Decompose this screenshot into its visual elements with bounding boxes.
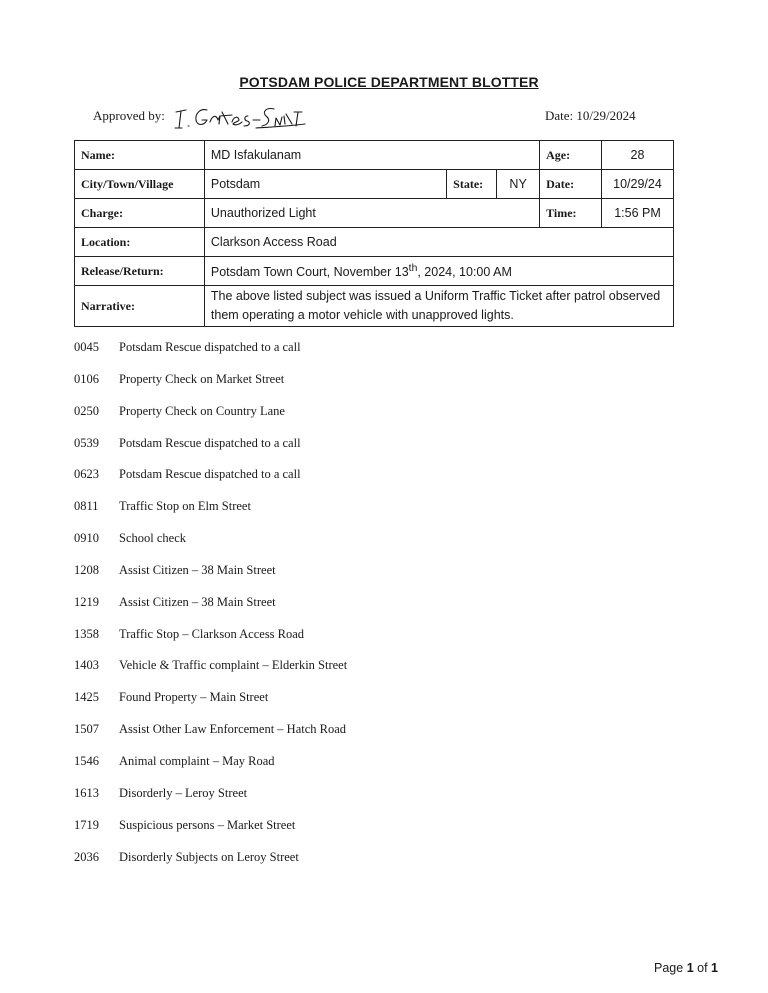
charge-row: [75, 199, 674, 228]
log-description: Assist Other Law Enforcement – Hatch Road: [119, 722, 347, 737]
log-time: 0623: [74, 467, 99, 482]
state-label: State:: [447, 170, 497, 199]
log-entry: [74, 372, 347, 404]
log-entry: [74, 786, 347, 818]
date-value: 10/29/24: [602, 170, 674, 199]
approved-by-label: Approved by:: [93, 108, 165, 123]
log-time: 1546: [74, 753, 99, 768]
state-value: NY: [497, 170, 540, 199]
log-time: 0106: [74, 371, 99, 386]
log-entry: [74, 436, 347, 468]
log-description: Found Property – Main Street: [119, 690, 269, 705]
log-time: 0250: [74, 403, 99, 418]
narrative-row: [75, 286, 674, 327]
log-entry: [74, 722, 347, 754]
charge-label: Charge:: [75, 199, 205, 228]
log-time: 0910: [74, 531, 99, 546]
log-time: 2036: [74, 849, 99, 864]
log-description: Suspicious persons – Market Street: [119, 817, 296, 832]
location-value: Clarkson Access Road: [204, 228, 673, 257]
name-value: MD Isfakulanam: [204, 141, 539, 170]
release-text-end: , 2024, 10:00 AM: [417, 265, 512, 280]
log-entry: [74, 658, 347, 690]
log-entry: [74, 340, 347, 372]
log-description: Disorderly Subjects on Leroy Street: [119, 849, 299, 864]
log-time: 1719: [74, 817, 99, 832]
log-time: 1358: [74, 626, 99, 641]
log-description: Traffic Stop on Elm Street: [119, 499, 251, 514]
log-entry: [74, 627, 347, 659]
release-text: Potsdam Town Court, November 13: [210, 265, 409, 280]
city-value: Potsdam: [204, 170, 446, 199]
time-value: 1:56 PM: [602, 199, 674, 228]
log-description: Traffic Stop – Clarkson Access Road: [119, 626, 305, 641]
log-time: 1403: [74, 658, 99, 673]
time-label: Time:: [540, 199, 602, 228]
log-description: Potsdam Rescue dispatched to a call: [119, 340, 301, 354]
log-entry: [74, 467, 347, 499]
location-label: Location:: [75, 228, 205, 257]
log-entry: [74, 850, 347, 882]
log-description: Vehicle & Traffic complaint – Elderkin Street: [119, 658, 348, 673]
approver-signature: [172, 102, 307, 137]
report-date: Date: 10/29/2024: [545, 108, 636, 123]
charge-value: Unauthorized Light: [204, 199, 539, 228]
blotter-log: [74, 340, 347, 881]
log-time: 0539: [74, 435, 99, 450]
release-row: [75, 257, 674, 286]
log-time: 0045: [74, 340, 99, 354]
release-ordinal: th: [408, 262, 418, 274]
page-number: 1: [686, 961, 694, 975]
narrative-label: Narrative:: [75, 286, 205, 327]
location-row: [75, 228, 674, 257]
log-entry: [74, 818, 347, 850]
log-description: Potsdam Rescue dispatched to a call: [119, 467, 301, 482]
log-description: School check: [119, 531, 186, 546]
narrative-value: The above listed subject was issued a Uniform Traffic Ticket after patrol observed them operating a motor vehicle with unapproved lights.: [204, 286, 673, 327]
page-total: 1: [711, 961, 718, 975]
page-footer: [654, 961, 718, 975]
log-description: Disorderly – Leroy Street: [119, 785, 248, 800]
log-time: 1507: [74, 722, 99, 737]
log-description: Animal complaint – May Road: [119, 753, 275, 768]
log-description: Assist Citizen – 38 Main Street: [119, 594, 276, 609]
log-entry: [74, 563, 347, 595]
of-word: of: [697, 961, 708, 975]
age-label: Age:: [540, 141, 602, 170]
log-entry: [74, 531, 347, 563]
log-entry: [74, 754, 347, 786]
city-label: City/Town/Village: [75, 170, 205, 199]
log-time: 1208: [74, 562, 99, 577]
name-label: Name:: [75, 141, 205, 170]
log-entry: [74, 499, 347, 531]
name-row: [75, 141, 674, 170]
log-description: Potsdam Rescue dispatched to a call: [119, 435, 301, 450]
log-entry: [74, 404, 347, 436]
release-label: Release/Return:: [75, 257, 205, 286]
log-time: 0811: [74, 499, 99, 514]
log-description: Property Check on Market Street: [119, 371, 285, 386]
release-value: [204, 257, 673, 286]
log-description: Assist Citizen – 38 Main Street: [119, 562, 276, 577]
log-time: 1219: [74, 594, 99, 609]
subject-info-table: [74, 140, 674, 327]
page-word: Page: [654, 961, 684, 975]
page-title: POTSDAM POLICE DEPARTMENT BLOTTER: [239, 74, 539, 90]
log-entry: [74, 595, 347, 627]
log-time: 1613: [74, 785, 99, 800]
log-entry: [74, 690, 347, 722]
date-label: Date:: [540, 170, 602, 199]
age-value: 28: [602, 141, 674, 170]
log-time: 1425: [74, 690, 99, 705]
log-description: Property Check on Country Lane: [119, 403, 285, 418]
city-row: [75, 170, 674, 199]
